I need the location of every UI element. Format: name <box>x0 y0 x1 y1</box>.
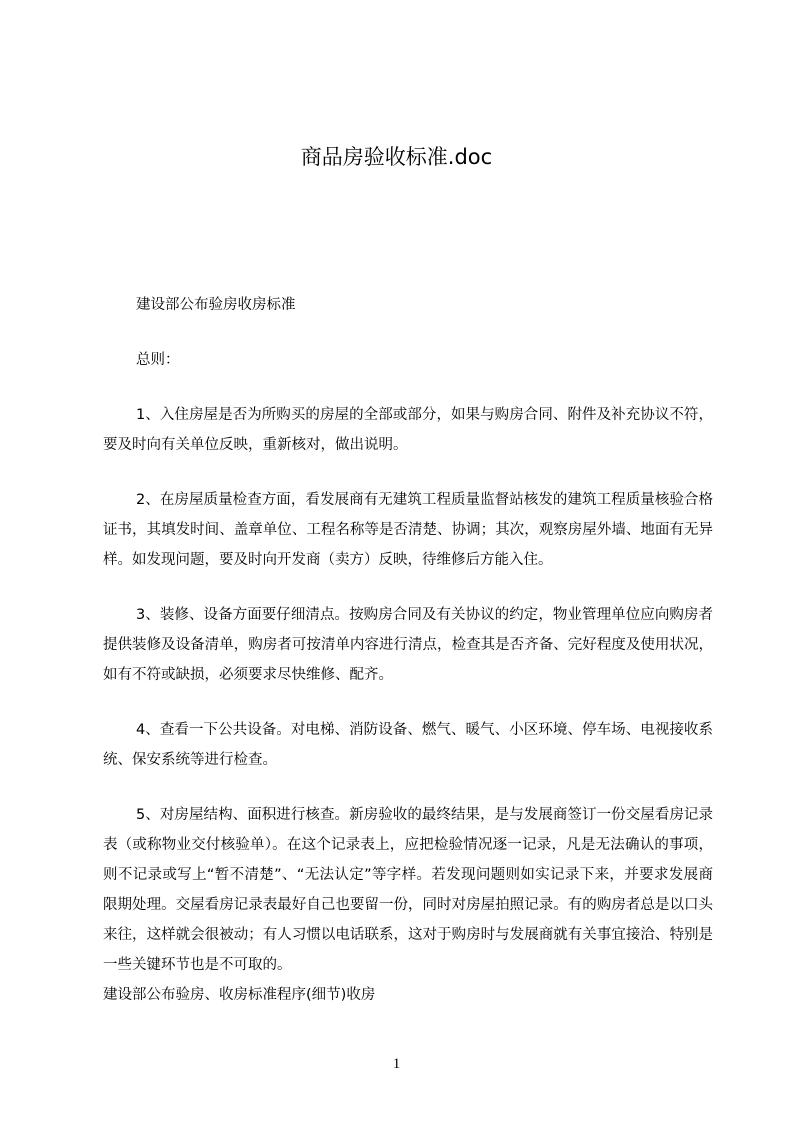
paragraph-item-5: 5、对房屋结构、面积进行核查。新房验收的最终结果，是与发展商签订一份交屋看房记录表（或称物业交付核验单）。在这个记录表上，应把检验情况逐一记录，凡是无法确认的事项，则不记录或写上“暂不清楚”、“无法认定”等字样。若发现问题则如实记录下来，并要求发展商限期处理。交屋看房记录表最好自己也要留一份，同时对房屋拍照记录。有的购房者总是以口头来往，这样就会很被动；有人习惯以电话联系，这对于购房时与发展商就有关事宜接洽、特别是一些关键环节也是不可取的。 <box>103 807 713 973</box>
page-number: 1 <box>392 1056 401 1072</box>
paragraph-general-rules: 总则： <box>136 352 180 368</box>
paragraph-item-1: 1、入住房屋是否为所购买的房屋的全部或部分，如果与购房合同、附件及补充协议不符，要及时向有关单位反映，重新核对，做出说明。 <box>103 407 713 453</box>
paragraph-heading: 建设部公布验房收房标准 <box>136 297 296 313</box>
paragraph-footer-heading: 建设部公布验房、收房标准程序(细节)收房 <box>103 987 376 1003</box>
paragraph-item-2: 2、在房屋质量检查方面，看发展商有无建筑工程质量监督站核发的建筑工程质量核验合格证书，其填发时间、盖章单位、工程名称等是否清楚、协调；其次，观察房屋外墙、地面有无异样。如发现问题，要及时向开发商（卖方）反映，待维修后方能入住。 <box>103 492 713 568</box>
paragraph-item-3: 3、装修、设备方面要仔细清点。按购房合同及有关协议的约定，物业管理单位应向购房者提供装修及设备清单，购房者可按清单内容进行清点，检查其是否齐备、完好程度及使用状况，如有不符或缺损，必须要求尽快维修、配齐。 <box>103 607 713 683</box>
paragraph-item-4: 4、查看一下公共设备。对电梯、消防设备、燃气、暖气、小区环境、停车场、电视接收系统、保安系统等进行检查。 <box>103 722 713 768</box>
document-body <box>103 290 713 1010</box>
document-title: 商品房验收标准.doc <box>300 145 493 169</box>
